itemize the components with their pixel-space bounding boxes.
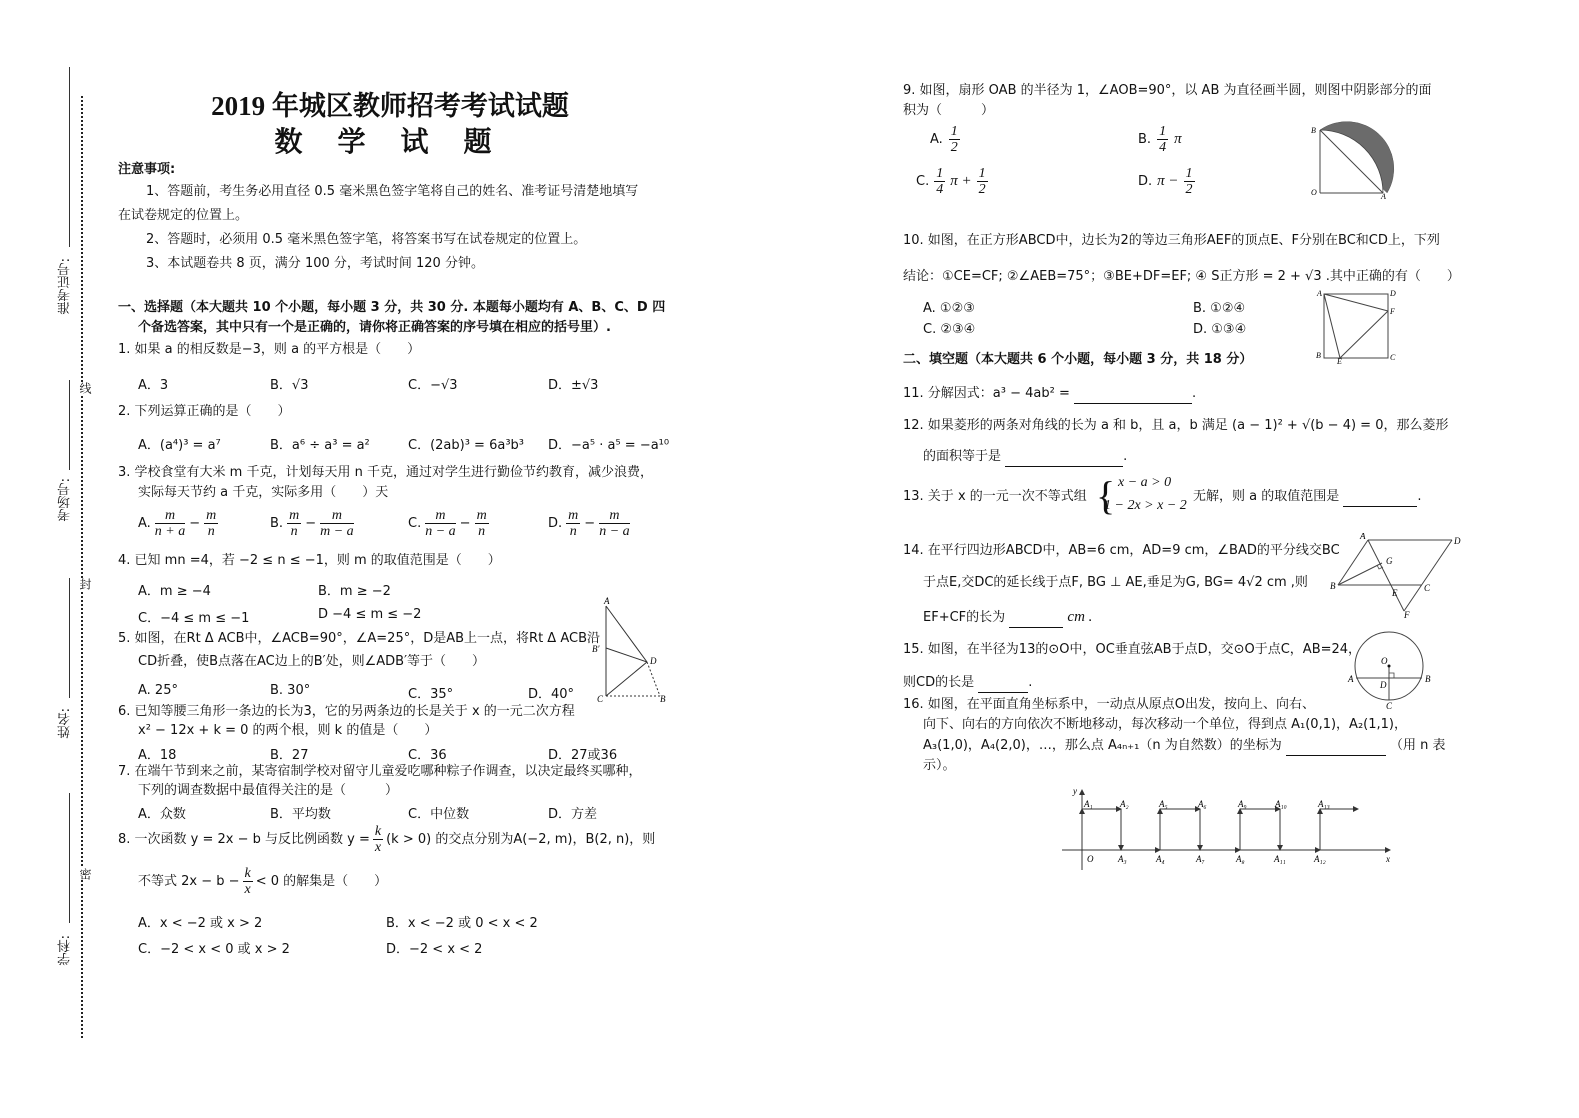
exam-subtitle: 数 学 试 题: [274, 127, 506, 158]
q10-option-c: C. ②③④: [923, 322, 976, 337]
svg-text:B: B: [1330, 581, 1336, 591]
q11-answer-blank[interactable]: [1074, 389, 1192, 404]
q1-stem: 1. 如果 a 的相反数是−3，则 a 的平方根是（ ）: [118, 342, 421, 357]
notice-item-3: 3、本试题卷共 8 页，满分 100 分，考试时间 120 分钟。: [146, 256, 484, 271]
q13-brace: {: [1096, 473, 1116, 518]
q7-option-b: B．平均数: [270, 807, 331, 822]
svg-text:C: C: [1386, 701, 1393, 710]
q13-inequality-2: 1 − 2x > x − 2: [1104, 498, 1187, 513]
q6-stem-line2: x² − 12x + k = 0 的两个根，则 k 的值是（ ）: [138, 723, 438, 738]
q6-option-c: C．36: [408, 748, 447, 763]
q15-stem-line2: 则CD的长是 .: [903, 673, 1032, 693]
q3-stem-line2: 实际每天节约 a 千克，实际多用（ ）天: [138, 485, 389, 500]
q11-stem: 11. 分解因式：a³ − 4ab² = .: [903, 384, 1196, 404]
q9-option-c: C. $\frac{1}{4}$ π + $\frac{1}{2}$: [916, 166, 986, 197]
svg-text:A₉: A₉: [1238, 799, 1247, 809]
svg-text:E: E: [1337, 357, 1342, 364]
q6-stem-line1: 6. 已知等腰三角形一条边的长为3，它的另两条边的长是关于 x 的一元二次方程: [118, 704, 575, 719]
svg-text:A₈: A₈: [1236, 854, 1245, 864]
svg-text:B: B: [1311, 126, 1316, 135]
seal-char-seal: 封: [78, 578, 92, 590]
q8-option-c: C．−2 < x < 0 或 x > 2: [138, 942, 290, 957]
field-line-exam-id: [69, 67, 70, 247]
svg-text:A: A: [1360, 533, 1366, 541]
q14-stem-line1: 14. 在平行四边形ABCD中，AB=6 cm，AD=9 cm，∠BAD的平分线交BC: [903, 543, 1340, 558]
svg-text:A₁₃: A₁₃: [1318, 799, 1330, 809]
q13-stem-b: 无解，则 a 的取值范围是 .: [1193, 487, 1422, 507]
svg-text:D: D: [1454, 536, 1461, 546]
svg-text:C: C: [1390, 353, 1396, 362]
q10-square-figure: [1312, 286, 1402, 364]
notice-item-2: 2、答题时，必须用 0.5 毫米黑色签字笔，将答案书写在试卷规定的位置上。: [146, 232, 587, 247]
svg-text:A₇: A₇: [1196, 854, 1205, 864]
q12-stem-line1: 12. 如果菱形的两条对角线的长为 a 和 b，且 a，b 满足 (a − 1)² + √(b − 4) = 0，那么菱形: [903, 418, 1449, 433]
q6-option-d: D．27或36: [548, 748, 618, 763]
q13-inequality-1: x − a > 0: [1118, 475, 1172, 490]
svg-text:O: O: [1311, 188, 1317, 197]
seal-char-line: 线: [78, 382, 92, 394]
notice-heading: 注意事项:: [118, 162, 176, 177]
q5-option-a: A. 25°: [138, 683, 178, 698]
q3-option-a: A. $\frac{m}{n + a}$ − $\frac{m}{n}$: [138, 508, 217, 539]
seal-char-secret: 密: [78, 868, 92, 880]
svg-text:B: B: [660, 694, 666, 704]
q14-parallelogram-figure: [1330, 533, 1465, 618]
svg-text:F: F: [1390, 307, 1395, 316]
q3-stem-line1: 3. 学校食堂有大米 m 千克，计划每天用 n 千克，通过对学生进行勤俭节约教育，减少浪费，: [118, 465, 653, 480]
svg-text:F: F: [1404, 610, 1410, 618]
svg-text:E: E: [1392, 588, 1398, 598]
q4-option-b: B．m ≥ −2: [318, 584, 391, 599]
q5-stem-line1: 5. 如图，在Rt Δ ACB中，∠ACB=90°，∠A=25°，D是AB上一点，将Rt Δ ACB沿: [118, 631, 600, 646]
q9-sector-figure: [1308, 120, 1398, 200]
q16-stem-line3: A₃(1,0)，A₄(2,0)，…，那么点 A₄ₙ₊₁（n 为自然数）的坐标为 （用 n 表: [923, 736, 1446, 756]
q14-stem-line2: 于点E,交DC的延长线于点F, BG ⊥ AE,垂足为G, BG= 4√2 cm ,则: [923, 575, 1308, 590]
q10-option-a: A. ①②③: [923, 301, 975, 316]
section2-heading: 二、填空题（本大题共 6 个小题，每小题 3 分，共 18 分）: [903, 352, 1253, 367]
notice-item-1-cont: 在试卷规定的位置上。: [118, 208, 249, 223]
section1-heading-line1: 一、选择题（本大题共 10 个小题，每小题 3 分，共 30 分. 本题每小题均有 A、B、C、D 四: [118, 300, 666, 315]
q5-option-b: B. 30°: [270, 683, 311, 698]
q7-option-c: C．中位数: [408, 807, 470, 822]
svg-text:A₁: A₁: [1084, 799, 1093, 809]
q13-answer-blank[interactable]: [1343, 492, 1417, 507]
q12-stem-line2: 的面积等于是 .: [923, 447, 1127, 467]
q8-option-b: B．x < −2 或 0 < x < 2: [386, 916, 538, 931]
q7-stem-line1: 7. 在端午节到来之前，某寄宿制学校对留守儿童爱吃哪种粽子作调查，以决定最终买哪种，: [118, 764, 642, 779]
exam-title: 2019 年城区教师招考考试试题: [211, 91, 569, 121]
q3-option-d: D. $\frac{m}{n}$ − $\frac{m}{n - a}$: [548, 508, 630, 539]
svg-text:A₅: A₅: [1159, 799, 1168, 809]
svg-text:A₂: A₂: [1120, 799, 1129, 809]
q16-coordinate-figure: [1060, 784, 1400, 874]
svg-text:A: A: [1317, 289, 1322, 298]
q2-option-b: B．a⁶ ÷ a³ = a²: [270, 438, 370, 453]
q14-answer-blank[interactable]: [1009, 613, 1063, 628]
q10-stem-line2: 结论：①CE=CF; ②∠AEB=75°；③BE+DF=EF; ④ S正方形 = 2 + √3 .其中正确的有（ ）: [903, 269, 1460, 284]
svg-text:A₄: A₄: [1156, 854, 1165, 864]
q1-option-b: B．√3: [270, 378, 309, 393]
q5-stem-line2: CD折叠，使B点落在AC边上的B′处，则∠ADB′等于（ ）: [138, 654, 486, 669]
svg-text:A₁₁: A₁₁: [1274, 854, 1286, 864]
q9-option-a: A. $\frac{1}{2}$: [930, 124, 958, 155]
svg-text:B: B: [1425, 674, 1431, 684]
q8-option-d: D．−2 < x < 2: [386, 942, 483, 957]
field-label-room: 考场号:: [58, 478, 73, 522]
svg-text:C: C: [1424, 583, 1431, 593]
svg-text:O: O: [1087, 854, 1094, 864]
q4-stem: 4. 已知 mn =4，若 −2 ≤ n ≤ −1，则 m 的取值范围是（ ）: [118, 553, 501, 568]
q4-option-a: A．m ≥ −4: [138, 584, 211, 599]
q2-option-a: A．(a⁴)³ = a⁷: [138, 438, 221, 453]
q8-stem-line1: 8. 一次函数 y = 2x − b 与反比例函数 y = $\frac{k}{x}$ (k > 0) 的交点分别为A(−2, m)，B(2, n)，则: [118, 824, 656, 855]
q5-label-A: A: [604, 596, 610, 606]
svg-text:A₁₂: A₁₂: [1314, 854, 1326, 864]
q9-stem-line1: 9. 如图，扇形 OAB 的半径为 1，∠AOB=90°，以 AB 为直径画半圆，则图中阴影部分的面: [903, 83, 1432, 98]
q16-stem-line4: 示）。: [923, 758, 956, 773]
q2-stem: 2. 下列运算正确的是（ ）: [118, 404, 291, 419]
field-line-subject: [69, 793, 70, 923]
q2-option-c: C．(2ab)³ = 6a³b³: [408, 438, 524, 453]
q14-stem-line3: EF+CF的长为 cm .: [923, 607, 1092, 628]
q1-option-c: C．−√3: [408, 378, 458, 393]
q6-option-b: B．27: [270, 748, 309, 763]
q10-stem-line1: 10. 如图，在正方形ABCD中，边长为2的等边三角形AEF的顶点E、F分别在BC和CD上，下列: [903, 233, 1440, 248]
svg-text:A: A: [1348, 674, 1354, 684]
svg-text:G: G: [1386, 556, 1393, 566]
q4-option-c: C．−4 ≤ m ≤ −1: [138, 611, 250, 626]
q5-triangle-figure: [592, 596, 672, 706]
q3-option-b: B. $\frac{m}{n}$ − $\frac{m}{m - a}$: [270, 508, 354, 539]
q16-axis-x: x: [1386, 854, 1390, 864]
q7-option-a: A．众数: [138, 807, 186, 822]
svg-text:B: B: [1316, 351, 1321, 360]
notice-item-1: 1、答题前，考生务必用直径 0.5 毫米黑色签字笔将自己的姓名、准考证号清楚地填写: [146, 184, 639, 199]
svg-text:O: O: [1381, 656, 1388, 666]
q16-axis-y: y: [1073, 786, 1077, 796]
svg-text:D: D: [1390, 289, 1396, 298]
field-label-subject: 学科:: [58, 935, 73, 966]
q8-stem-line2: 不等式 2x − b − $\frac{k}{x}$ < 0 的解集是（ ）: [138, 866, 388, 897]
field-label-name: 姓名:: [58, 708, 73, 739]
q13-stem-a: 13. 关于 x 的一元一次不等式组: [903, 489, 1087, 504]
q1-option-d: D．±√3: [548, 378, 599, 393]
q9-option-d: D. π − $\frac{1}{2}$: [1138, 166, 1193, 197]
section1-heading-line2: 个备选答案，其中只有一个是正确的，请你将正确答案的序号填在相应的括号里）.: [138, 320, 611, 335]
svg-text:A₆: A₆: [1198, 799, 1207, 809]
q7-stem-line2: 下列的调查数据中最值得关注的是（ ）: [138, 783, 399, 798]
field-line-room: [69, 380, 70, 470]
field-label-exam-id: 准考证号:: [58, 258, 73, 315]
svg-text:D: D: [1380, 680, 1387, 690]
q10-option-b: B. ①②④: [1193, 301, 1246, 316]
q6-option-a: A．18: [138, 748, 177, 763]
svg-text:A₃: A₃: [1118, 854, 1127, 864]
q10-option-d: D. ①③④: [1193, 322, 1247, 337]
q9-option-b: B. $\frac{1}{4}$ π: [1138, 124, 1182, 155]
svg-text:C: C: [597, 694, 604, 704]
q7-option-d: D．方差: [548, 807, 598, 822]
q12-answer-blank[interactable]: [1005, 452, 1123, 467]
q9-stem-line2: 积为（ ）: [903, 103, 995, 118]
q1-option-a: A．3: [138, 378, 169, 393]
q2-option-d: D．−a⁵ · a⁵ = −a¹⁰: [548, 438, 670, 453]
q15-stem-line1: 15. 如图，在半径为13的⊙O中，OC垂直弦AB于点D，交⊙O于点C，AB=24，: [903, 642, 1362, 657]
field-line-name: [69, 578, 70, 698]
q15-circle-figure: [1346, 628, 1436, 710]
q16-stem-line2: 向下、向右的方向依次不断地移动，每次移动一个单位，得到点 A₁(0,1)，A₂(1,1)，: [923, 717, 1407, 732]
q4-option-d: D −4 ≤ m ≤ −2: [318, 607, 422, 622]
svg-text:B′: B′: [592, 644, 600, 654]
q16-stem-line1: 16. 如图，在平面直角坐标系中，一动点从原点O出发，按向上、向右、: [903, 697, 1316, 712]
svg-text:D: D: [650, 656, 657, 666]
q8-option-a: A．x < −2 或 x > 2: [138, 916, 263, 931]
svg-text:A: A: [1381, 192, 1386, 200]
q5-option-c: C．35°: [408, 687, 454, 702]
q5-option-d: D．40°: [528, 687, 575, 702]
q16-answer-blank[interactable]: [1286, 741, 1386, 756]
q15-answer-blank[interactable]: [978, 678, 1028, 693]
q3-option-c: C. $\frac{m}{n - a}$ − $\frac{m}{n}$: [408, 508, 487, 539]
binding-dotted-line: [81, 96, 83, 1038]
svg-text:A₁₀: A₁₀: [1275, 799, 1287, 809]
